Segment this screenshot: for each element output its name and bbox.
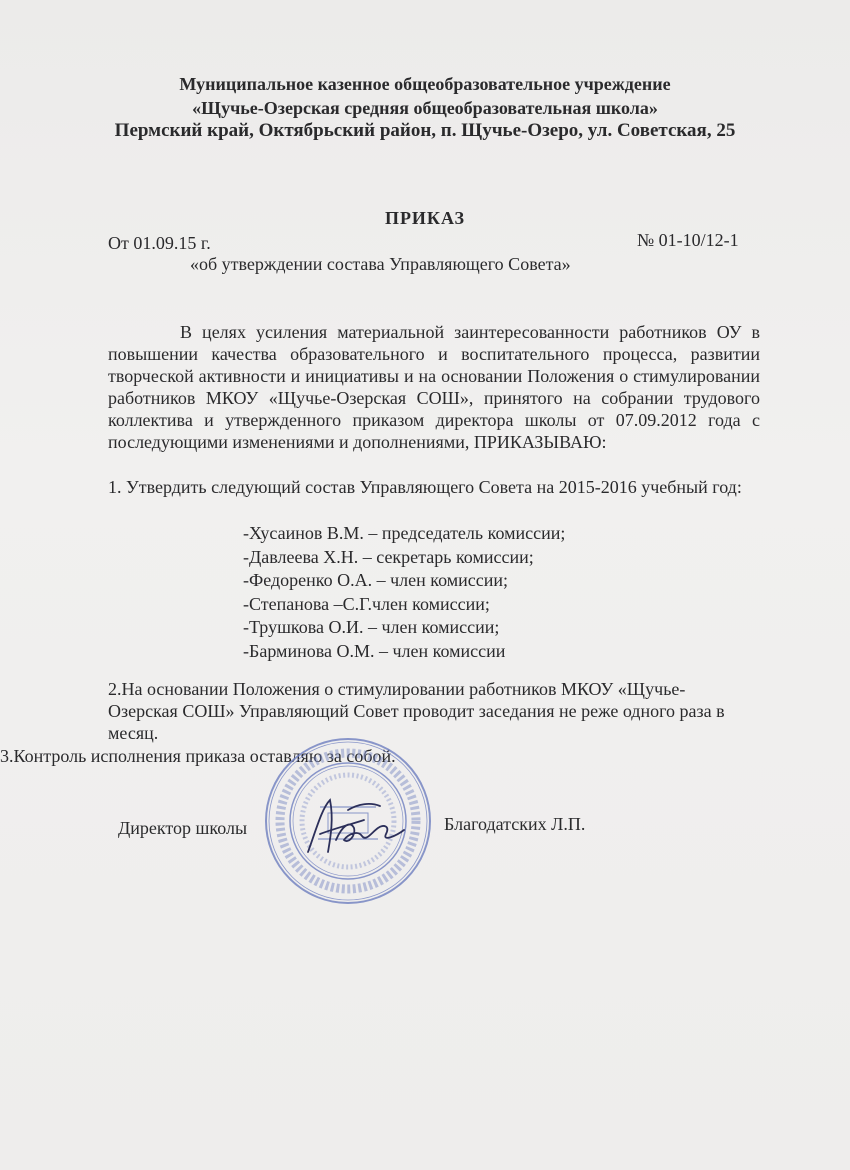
- intro-paragraph: [108, 321, 760, 453]
- member-item: -Трушкова О.И. – член комиссии;: [243, 617, 500, 637]
- order-subject: «об утверждении состава Управляющего Совета»: [190, 254, 571, 274]
- header-address: Пермский край, Октябрьский район, п. Щучье-Озеро, ул. Советская, 25: [114, 120, 736, 141]
- director-name: Благодатских Л.П.: [444, 814, 586, 834]
- header-school-name: «Щучье-Озерская средняя общеобразовательная школа»: [192, 98, 658, 118]
- member-item: -Федоренко О.А. – член комиссии;: [243, 570, 508, 590]
- director-position: Директор школы: [118, 818, 248, 838]
- item-1: 1. Утвердить следующий состав Управляющего Совета на 2015-2016 учебный год:: [108, 477, 742, 497]
- item-3: 3.Контроль исполнения приказа оставляю за собой.: [0, 746, 396, 766]
- order-date: От 01.09.15 г.: [108, 233, 211, 253]
- member-item: -Давлеева Х.Н. – секретарь комиссии;: [243, 546, 534, 567]
- header-institution-type: Муниципальное казенное общеобразовательное учреждение: [179, 74, 671, 94]
- intro-text: В целях усиления материальной заинтересованности работников ОУ в повышении качества образовательного и воспитательного процесса, развитии творческой активности и инициативы и на основании Положения о стимулировании работников МКОУ «Щучье-Озерская СОШ», принятого на собрании трудового коллектива и утвержденного приказом директора школы от 07.09.2012 года с последующими изменениями и дополнениями, ПРИКАЗЫВАЮ:: [108, 322, 760, 452]
- item-2: 2.На основании Положения о стимулировании работников МКОУ «Щучье-Озерская СОШ» Управляющий Совет проводит заседания не реже одного раза в месяц.: [108, 679, 725, 743]
- order-number: № 01-10/12-1: [637, 230, 739, 250]
- member-item: -Хусаинов В.М. – председатель комиссии;: [243, 523, 566, 543]
- member-item: -Барминова О.М. – член комиссии: [243, 640, 506, 661]
- council-member-list: [243, 522, 565, 663]
- order-title: ПРИКАЗ: [384, 208, 466, 228]
- director-signature-icon: [300, 790, 410, 862]
- member-item: -Степанова –С.Г.член комиссии;: [243, 593, 490, 614]
